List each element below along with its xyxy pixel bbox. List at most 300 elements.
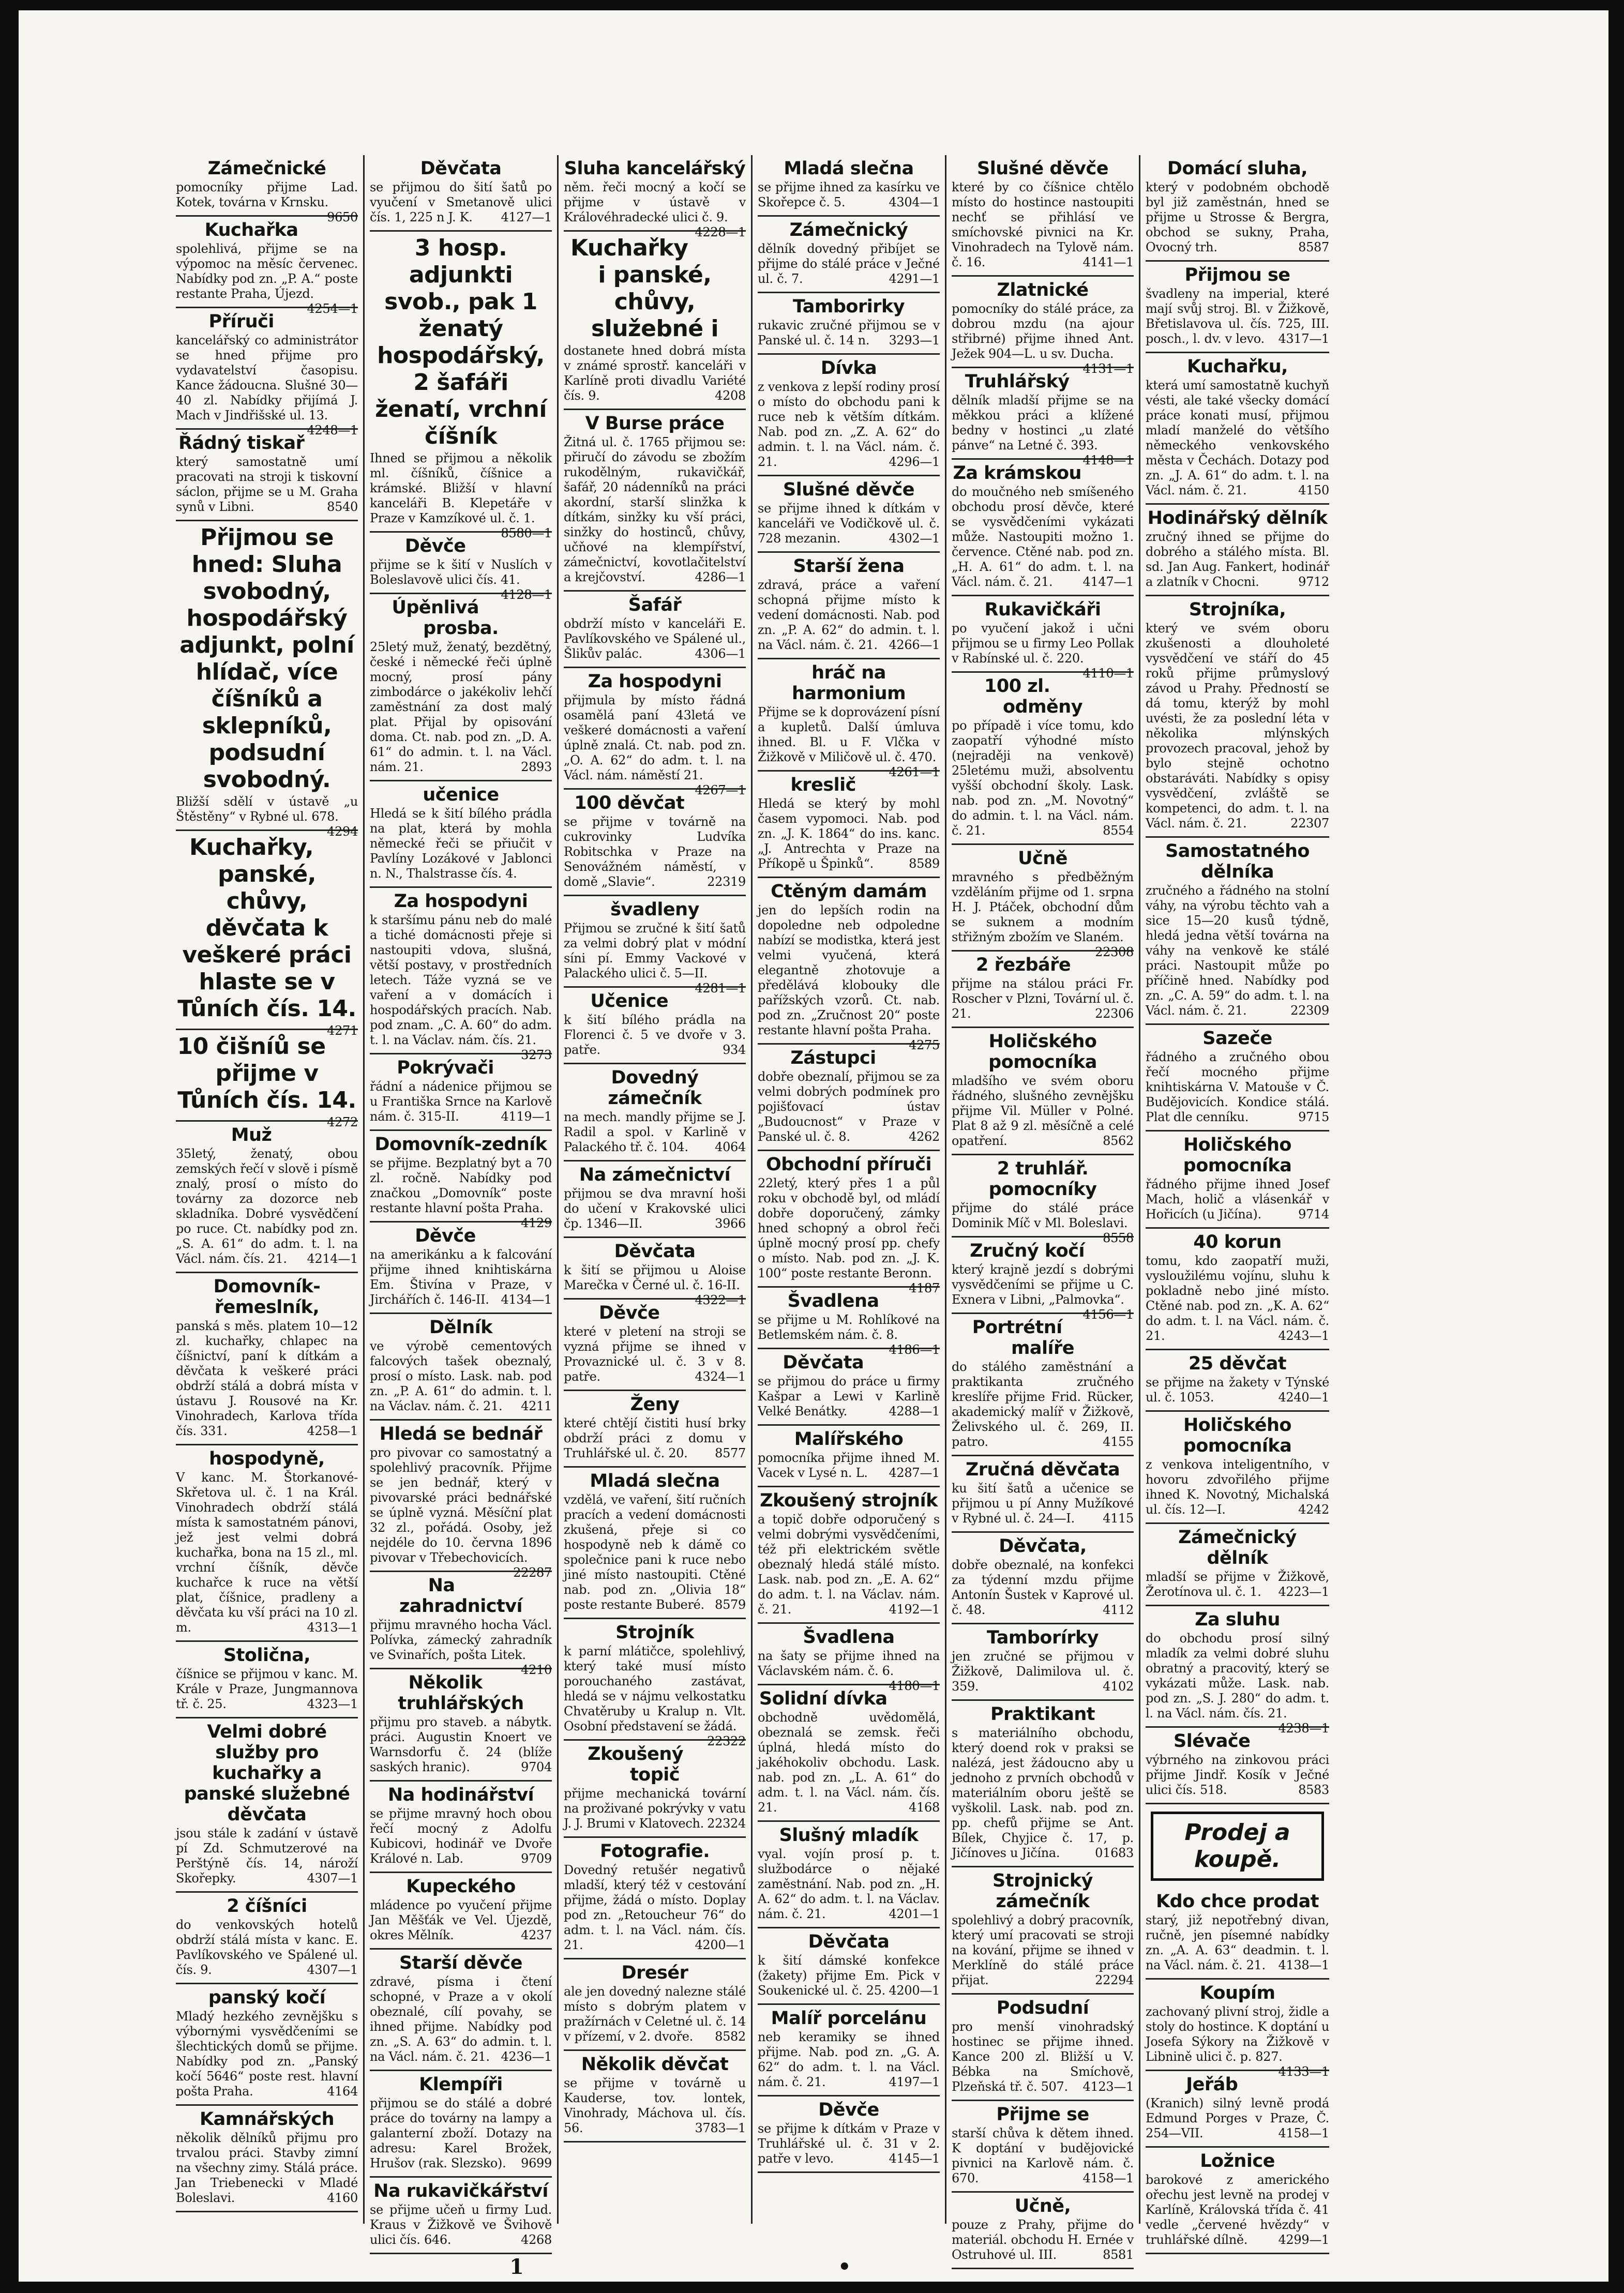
ad-text: mladšího ve svém oboru řádného, slušného zevnějšku přijme Vil. Müller v Polné. Plat 8 až 9 zl. měsíčně a celé opatření. [952, 1074, 1134, 1148]
ad-code: 22294 [1095, 1973, 1134, 1987]
ad-code: 4287—1 [889, 1466, 940, 1480]
classified-ad [1146, 1132, 1329, 1229]
classified-ad [758, 355, 940, 476]
classified-ad [564, 790, 746, 896]
ad-body [176, 2131, 358, 2206]
ad-text: jsou stále k zadání v ústavě pí Zd. Schmutzerové na Perštýně čís. 14, nároží Skořepky. [176, 1826, 358, 1885]
ad-body [176, 794, 358, 839]
ad-text: rukavic zručné přijmou se v Panské ul. č. 14 n. [758, 318, 940, 348]
ad-code: 8580—1 [501, 526, 552, 540]
classified-ad [176, 521, 358, 839]
ad-text: se přijme v továrně na cukrovinky Ludvíka Robitschka v Praze na Senovážném náměstí, v domě „Slavie“. [564, 814, 746, 889]
ad-heading: Řádný tiskař [178, 433, 305, 454]
ad-code: 4317—1 [1278, 331, 1329, 346]
ad-body [370, 1247, 552, 1307]
ad-text: do obchodu prosí silný mladík za velmi dobré sluhu obratný a pracovitý, který se vykázati může. Lask. nab. pod zn. „S. J. 280“ do adm. t. l. na Václ. nám. čís. 21. [1146, 1631, 1329, 1721]
ad-heading: Zručná děvčata [965, 1459, 1120, 1480]
ad-heading: Kuchařky, panské, chůvy, děvčata k veškeré práci hlaste se v Tůních čís. 14. [177, 834, 356, 1022]
ad-code: 4294 [327, 824, 358, 839]
ad-code: 4275 [909, 1038, 940, 1052]
ad-text: zdravá, práce a vaření schopná přijme místo k vedení domácnosti. Nab. pod zn. „P. A. 62“ do admin. t. l. na Václ. nám. č. 21. [758, 578, 940, 652]
ad-text: (Kranich) silný levně prodá Edmund Porges v Praze, Č. 254—VII. [1146, 2096, 1329, 2140]
scan-border-top [0, 0, 1624, 10]
ad-code: 8558 [1103, 1231, 1134, 1245]
ad-text: Přijme se k doprovázení písní a kupletů. Další úmluva ihned. Bl. u F. Vlčka v Žižkově v Miličově ul. č. 470. [758, 705, 940, 764]
ad-code: 8579 [715, 1597, 746, 1612]
ad-body [758, 796, 940, 871]
ad-text: který samostatně umí pracovati na stroji k tiskovní sáclon, přijme se u M. Graha synů v Libni. [176, 455, 358, 514]
ad-heading: Děvče [598, 1303, 660, 1323]
ad-heading: Učně, [1014, 2196, 1071, 2216]
ad-heading: Děvče [415, 1226, 476, 1246]
classified-ad [1146, 2071, 1329, 2148]
classified-ad [952, 1624, 1134, 1701]
ad-heading: hráč na harmonium [791, 662, 906, 704]
ad-text: se přijme v továrně u Kauderse, tov. lontek, Vinohrady, Máchova ul. čís. 56. [564, 2076, 746, 2135]
ad-heading: Strojník [615, 1622, 694, 1643]
classified-ad [370, 2071, 552, 2178]
ad-code: 8587 [1298, 240, 1329, 254]
classified-ad [564, 1741, 746, 1838]
ad-code: 8562 [1103, 1134, 1134, 1148]
ad-body [370, 913, 552, 1062]
ad-heading: Děvče [818, 2100, 879, 2120]
ad-body [370, 180, 552, 225]
column-1 [171, 155, 365, 2224]
ad-text: přijme do stálé práce Dominik Míč v Ml. Boleslavi. [952, 1201, 1134, 1230]
ad-heading: Starší žena [793, 556, 905, 577]
page-mark-center: • [838, 2255, 851, 2279]
ad-text: starý, již nepotřebný divan, ručně, jen písemné nabídky zn. „A. A. 63“ deadmin. t. l. na Václ. nám. č. 21. [1146, 1913, 1329, 1972]
ad-text: výbrného na zinkovou práci přijme Jindř. Kosík v Ječné ulici čís. 518. [1146, 1753, 1329, 1797]
classified-ad [1146, 596, 1329, 838]
ad-body [176, 455, 358, 515]
ad-body [952, 180, 1134, 270]
classified-ad [1146, 1980, 1329, 2079]
ad-body [176, 242, 358, 316]
ad-code: 22287 [513, 1565, 552, 1580]
ad-text: na mech. mandly přijme se J. Radil a spol. v Karlině v Palackého tř. č. 104. [564, 1110, 746, 1154]
classified-ad [952, 155, 1134, 277]
ad-heading: Zámečnický dělník [1178, 1527, 1297, 1568]
classified-ad [370, 1572, 552, 1677]
ad-body [564, 693, 746, 797]
ad-text: zručného a řádného na stolní váhy, na výrobu těchto vah a sice 15—20 kusů týdně, hledá jedna větší továrna na váhy na venkově ke stálé práci. Nastoupit může po příčině hned. Nabídky pod zn. „C. A. 59“ do adm. t. l. na Václ. nám. č. 21. [1146, 883, 1329, 1018]
ad-body [564, 1492, 746, 1612]
ad-code: 4148—1 [1082, 453, 1134, 467]
ad-code: 4262 [909, 1129, 940, 1144]
ad-body [1146, 1631, 1329, 1736]
ad-code: 4302—1 [889, 531, 940, 546]
ad-code: 9712 [1298, 575, 1329, 589]
classified-ad [564, 896, 746, 995]
ad-body [564, 921, 746, 995]
ad-body [1146, 1753, 1329, 1798]
ad-body [564, 1263, 746, 1307]
ad-text: pro menší vinohradský hostinec se přijme ihned. Kance 200 zl. Bližší u V. Bébka na Smíchově, Plzeňská tř. č. 507. [952, 2019, 1134, 2094]
ad-text: starší chůva k dětem ihned. K doptání v budějovické pivnici na Karlově nám. č. 670. [952, 2126, 1134, 2185]
ad-text: 25letý muž, ženatý, bezdětný, české i německé řeči úplně mocný, prosí pány zimbodárce o jakékoliv lehčí zaměstnání za dost malý plat. Přijal by opisování doma. Ct. nab. pod zn. „D. A. 61“ do admin. t. l. na Václ. nám. 21. [370, 640, 552, 774]
ad-text: se přijme ihned k dítkám v kanceláři ve Vodičkově ul. č. 728 mezanin. [758, 501, 940, 546]
ad-code: 4304—1 [889, 195, 940, 209]
classified-ad [370, 2178, 552, 2254]
ad-body [564, 1863, 746, 1953]
ad-code: 9715 [1298, 1110, 1329, 1124]
ad-text: Hledá se který by mohl časem vypomoci. Nab. pod zn. „J. K. 1864“ do ins. kanc. „J. Antrechta v Praze na Příkopě u Špinků“. [758, 796, 940, 871]
ad-text: k staršímu pánu neb do malé a tiché domácnosti přeje si nastoupiti vdova, slušná, větší postavy, v prostředních letech. Táže vyzná se ve vaření a v domácích i hospodářských pracích. Nab. pod znam. „C. A. 60“ do adm. t. l. na Václav. nám. čís. 21. [370, 913, 552, 1047]
ad-text: panská s měs. platem 10—12 zl. kuchařky, chlapec na číšnictví, paní k dítkám a děvčata k veškeré práci obdrží stálá a dobrá místa v ústavu J. Rousové na Kr. Vinohradech, Karlova třída čís. 331. [176, 1319, 358, 1438]
classified-ad [952, 1533, 1134, 1624]
classified-ad [564, 1238, 746, 1307]
ad-body [564, 2076, 746, 2136]
ad-code: 4236—1 [501, 2049, 552, 2064]
ad-text: na šaty se přijme ihned na Václavském nám. č. 6. [758, 1649, 940, 1678]
ad-body [564, 343, 746, 403]
column-4 [753, 155, 946, 2224]
ad-heading: Úpěnlivá prosba. [392, 597, 499, 639]
ad-body [564, 1786, 746, 1831]
ad-text: barokové z amerického ořechu jest levně na prodej v Karlíně, Královská třída č. 41 vedle „červené hvězdy“ v truhlářské dílně. [1146, 2173, 1329, 2247]
ad-body [952, 2217, 1134, 2262]
ad-body [370, 1079, 552, 1124]
ad-text: k šití bílého prádla na Florenci č. 5 ve dvoře v 3. patře. [564, 1013, 746, 1057]
ad-heading: Šafář [628, 595, 682, 615]
ad-body [952, 621, 1134, 681]
classified-ad [1146, 262, 1329, 353]
ad-text: pro pivovar co samostatný a spolehlivý pracovník. Přijme se jen bednář, který v pivovarské práci bednářské se úplně vyzná. Měsíční plat 32 zl., pořádá. Osoby, jež nejdéle do 10. června 1896 pivovar v Třebechovicích. [370, 1445, 552, 1565]
ad-heading: švadleny [610, 899, 699, 920]
ad-body [370, 806, 552, 881]
column-5 [946, 155, 1140, 2262]
ad-body [758, 1069, 940, 1144]
ad-heading: Portrétní malíře [972, 1317, 1075, 1359]
ad-body [1146, 1457, 1329, 1517]
ad-text: se přijmou do práce u firmy Kašpar a Lewi v Karlině Velké Benátky. [758, 1374, 940, 1419]
ad-code: 4155 [1103, 1435, 1134, 1449]
classified-ad [952, 460, 1134, 596]
ad-code: 4237 [521, 1928, 552, 1942]
ad-heading: Hodinářský dělník [1147, 508, 1328, 529]
ad-code: 4164 [327, 2084, 358, 2099]
scan-border-left [0, 0, 19, 2293]
ad-body [176, 1667, 358, 1712]
ad-code: 4323—1 [307, 1697, 358, 1711]
ad-body [370, 1445, 552, 1580]
classified-ad [1146, 155, 1329, 262]
ad-body [1146, 2096, 1329, 2141]
ad-text: se přijme k dítkám v Praze v Truhlářské ul. č. 31 v 2. patře v levo. [758, 2121, 940, 2166]
ad-text: mladší se přijme v Žižkově, Žerotínova ul. č. 1. [1146, 1570, 1329, 1599]
ad-body [176, 1918, 358, 1978]
ad-body [370, 1898, 552, 1943]
classified-ad [1146, 1412, 1329, 1524]
ad-code: 22307 [1290, 816, 1329, 831]
ad-heading: Tamborírky [986, 1627, 1099, 1648]
ad-text: přijmu pro staveb. a nábytk. práci. Augustin Knoert ve Warnsdorfu č. 24 (blíže saských hranic). [370, 1715, 552, 1774]
ad-text: spolehlivá, přijme se na výpomoc na měsíc červenec. Nabídky pod zn. „P. A.“ poste restante Praha, Újezd. [176, 242, 358, 301]
classified-ad [758, 2096, 940, 2173]
classified-ad [952, 1028, 1134, 1155]
ad-heading: hospodyně, [209, 1449, 325, 1469]
ad-text: se přijme na žakety v Týnské ul. č. 1053. [1146, 1375, 1329, 1405]
classified-ad [176, 2106, 358, 2212]
ad-code: 4286—1 [695, 570, 746, 584]
classified-ad [758, 1151, 940, 1295]
classified-ad [370, 1669, 552, 1782]
classified-ad [758, 1349, 940, 1426]
ad-body [758, 318, 940, 348]
classified-ad [176, 1718, 358, 1893]
ad-heading: Ženy [630, 1394, 680, 1415]
ad-text: který ve svém oboru zkušenosti a dlouholeté vysvědčení ve stáří do 45 roků přijme průmyslový závod u Prahy. Předností se dá tomu, kterýž by mohl uvésti, že za poslední léta v několika mlýnských provozech pracoval, jehož by bylo stejně ochotno obstaráváti. Nabídky s opisy vysvědčení, zvláště se kompetenci, do adm. t. l. na Václ. nám. č. 21. [1146, 621, 1329, 831]
ad-body [758, 1313, 940, 1357]
ad-text: zachovaný plivní stroj, židle a stoly do hostince. K doptání u Josefa Sýkory na Žižkově v Libnině ulici č. p. 827. [1146, 2004, 1329, 2064]
ad-heading: Mladá slečna [590, 1471, 720, 1491]
ad-heading: Zlatnické [997, 280, 1089, 300]
ad-heading: 2 řezbáře [976, 955, 1071, 975]
ad-code: 4313—1 [307, 1620, 358, 1635]
ad-text: přijmu mravného hocha Václ. Polívka, zámecký zahradník ve Svinařích, pošta Litek. [370, 1618, 552, 1662]
ad-text: 22letý, který přes 1 a půl roku v obchodě byl, od mládí dobře doporučený, zámky hned schopný a obrol řeči úplně mocný prosí pp. chefy o místo. Nab. pod zn. „J. K. 100“ poste restante Beronn. [758, 1176, 940, 1280]
ad-text: k parní mlátičce, spolehlivý, který také musí místo porouchaného zastávat, hledá se v nájmu velkostatku Chvatěruby u Kralup n. Vlt. Osobní představení se žádá. [564, 1644, 746, 1733]
classified-ad [758, 1928, 940, 2005]
ad-code: 4214—1 [307, 1251, 358, 1266]
ad-text: V kanc. M. Štorkanové-Skřetova ul. č. 1 na Král. Vinohradech obdrží stálá místa k samostatném pánovi, jež jest velmi dobrá kuchařka, bona na 15 zl., ml. vrchní číšník, děvče kuchařce k ruce na větší plat, číšnice, pradleny a děvčata ku vší práci na 10 zl. m. [176, 1470, 358, 1635]
ad-text: obchodně uvědomělá, obeznalá se zemsk. řeči úplná, hledá místo do jakéhokoliv obchodu. Lask. nab. pod zn. „L. A. 61“ do adm. t. l. na Václ. nám. čís. 21. [758, 1710, 940, 1815]
ad-code: 8577 [715, 1446, 746, 1460]
ad-body [564, 1416, 746, 1461]
ad-body [564, 435, 746, 585]
ad-code: 4248—1 [307, 423, 358, 438]
ad-heading: Děvčata [808, 1932, 890, 1952]
ad-heading: Několik truhlářských [398, 1672, 524, 1714]
ad-code: 4254—1 [307, 301, 358, 316]
ad-heading: Truhlářský [965, 371, 1070, 392]
ad-code: 4168 [909, 1800, 940, 1815]
ad-heading: 40 korun [1193, 1232, 1282, 1253]
ad-heading: Samostatného dělníka [1165, 841, 1310, 882]
ad-code: 4192—1 [889, 1602, 940, 1617]
ad-code: 4243—1 [1278, 1329, 1329, 1343]
classified-ad [952, 368, 1134, 467]
classified-ad [370, 1950, 552, 2071]
ad-code: 22319 [707, 874, 746, 889]
ad-text: pouze z Prahy, přijme do materiál. obchodu H. Ernée v Ostruhové ul. III. [952, 2217, 1134, 2262]
ad-text: dělník mladší přijme se na měkkou práci a klížené bedny v hostinci „u zlaté pánve“ na Letné č. 393. [952, 393, 1134, 452]
ad-heading: Za hospodyni [588, 671, 722, 692]
classified-ad [370, 781, 552, 888]
ad-code: 22322 [707, 1734, 746, 1748]
ad-heading: panský kočí [208, 1987, 326, 2008]
ad-code: 22308 [1095, 945, 1134, 959]
ad-heading: Kdo chce prodat [1155, 1891, 1319, 1912]
ad-code: 4324—1 [695, 1369, 746, 1384]
ad-text: se přijme. Bezplatný byt a 70 zl. ročně. Nabídky pod značkou „Domovník“ poste restante hlavní pošta Praha. [370, 1156, 552, 1215]
ad-heading: Dívka [820, 358, 877, 379]
ad-text: do venkovských hotelů obdrží stálá místa v kanc. E. Pavlíkovského ve Spálené ul. čís. 9. [176, 1918, 358, 1977]
ad-code: 4156—1 [1082, 1307, 1134, 1322]
ad-text: se přijme ihned za kasírku ve Skořepce č. 5. [758, 180, 940, 209]
classified-ad [758, 878, 940, 1052]
ad-heading: Obchodní příruči [766, 1154, 931, 1175]
ad-code: 4145—1 [889, 2151, 940, 2166]
classified-ad [1146, 1606, 1329, 1736]
ad-code: 3966 [715, 1216, 746, 1231]
classified-ad [564, 1300, 746, 1391]
ad-code: 4288—1 [889, 1404, 940, 1419]
ad-text: dostanete hned dobrá místa v známé sprostř. kanceláři v Karlíně proti divadlu Variété čís. 9. [564, 343, 746, 403]
ad-heading: Sluha kancelářský [564, 158, 746, 179]
classified-ad [564, 1619, 746, 1748]
ad-code: 8554 [1103, 823, 1134, 838]
ad-heading: Malíř porcelánu [771, 2008, 927, 2029]
ad-text: dělník dovedný přibíjet se přijme do stálé práce v Ječné ul. č. 7. [758, 242, 940, 286]
ad-heading: Na rukavičkářství [373, 2181, 548, 2201]
ad-body [952, 1481, 1134, 1526]
ad-text: Dovedný retušér negativů mladší, který též v cestování přijme, žádá o místo. Doplay pod zn. „Retoucheur 76“ do adm. t. l. na Václ. nám. čís. 21. [564, 1863, 746, 1952]
ad-text: který krajně jezdí s dobrými vysvědčeními se přijme u C. Exnera v Libni, „Palmovka“. [952, 1262, 1134, 1307]
ad-body [952, 1558, 1134, 1618]
ad-code: 4210 [521, 1663, 552, 1677]
ad-body [758, 1649, 940, 1693]
ad-heading: Holičského pomocníka [1183, 1135, 1292, 1176]
ad-heading: Hledá se bednář [379, 1424, 543, 1444]
ad-text: k šití se přijmou u Aloise Marečka v Černé ul. č. 16-II. [564, 1263, 746, 1292]
ad-heading: Slévače [1174, 1731, 1251, 1752]
classified-ad [176, 1273, 358, 1445]
ad-code: 4307—1 [307, 1963, 358, 1977]
classified-ad [370, 533, 552, 602]
ad-text: do moučného neb smíšeného obchodu prosí děvče, které se vysvědčeními vykázati může. Nastoupiti možno 1. července. Ctěné nab. pod zn. „H. A. 61“ do adm. t. l. na Václ. nám. č. 21. [952, 485, 1134, 589]
ad-body [564, 1324, 746, 1384]
ad-text: kancelářský co administrátor se hned přijme pro vydavatelství časopisu. Kance žádoucna. Slušné 30—40 zl. Nabídky přijímá J. Mach v Jindřišské ul. 13. [176, 333, 358, 423]
ad-code: 4242 [1298, 1502, 1329, 1517]
ad-body [370, 1806, 552, 1866]
ad-heading: Děvčata [420, 158, 502, 179]
ad-text: Žitná ul. č. 1765 přijmou se: přiručí do závodu se zbožím rukodělným, rukavičkář, šafář, 20 nádenníků na práci akordní, starší slinžka k dítkám, sinžky ku vší práci, sinžky do hostinců, chůvy, učňové na klempířství, zámečnictví, kovotlačitelství a krejčovství. [564, 435, 746, 584]
classified-ad [370, 1782, 552, 1873]
ad-body [370, 2203, 552, 2247]
ad-body [952, 2126, 1134, 2186]
ad-text: jen zručné se přijmou v Žižkově, Dalimilova ul. č. 359. [952, 1649, 1134, 1694]
ad-code: 8540 [327, 500, 358, 514]
classified-ad [564, 592, 746, 668]
classified-ad [758, 1487, 940, 1624]
ad-text: se přijme mravný hoch obou řečí mocný z Adolfu Kubicovi, hodinář ve Dvoře Králové n. Lab. [370, 1806, 552, 1866]
ad-body [176, 1470, 358, 1635]
ad-body [564, 814, 746, 889]
ad-body [1146, 621, 1329, 831]
ad-text: ve výrobě cementových falcových tašek obeznalý, prosí o místo. Lask. nab. pod zn. „P. A. 61“ do admin. t. l. na Václav. nám. č. 21. [370, 1339, 552, 1413]
ad-text: k šití dámské konfekce (žakety) přijme Em. Pick v Soukenické ul. č. 25. [758, 1953, 940, 1998]
ad-text: neb keramiky se ihned přijme. Nab. pod zn. „G. A. 62“ do adm. t. l. na Václ. nám. č. 21. [758, 2030, 940, 2089]
ad-text: pomocníky do stálé práce, za dobrou mzdu (na ajour střibrné) přijme ihned Ant. Ježek 904—L. u sv. Ducha. [952, 301, 1134, 361]
ad-text: švadleny na imperial, které mají svůj stroj. Bl. v Žižkově, Břetislavova ul. čís. 725, III. posch., l. dv. v levo. [1146, 286, 1329, 346]
classified-ad [564, 410, 746, 592]
ad-code: 4187 [909, 1281, 940, 1295]
classified-ad [952, 277, 1134, 376]
classified-ad [758, 1822, 940, 1928]
ad-heading: V Burse práce [585, 413, 725, 434]
ad-body [564, 1644, 746, 1748]
ad-heading: Děvče [404, 536, 466, 556]
ad-text: z venkova z lepší rodiny prosí o místo do obchodu pani k ruce neb k větším dítkám. Nab. pod zn. „Z. A. 62“ do admin. t. l. na Václ. nám. č. 21. [758, 380, 940, 469]
classified-ad [176, 1445, 358, 1642]
ad-text: Hledá se k šití bílého prádla na plat, která by mohla německé řeči se přiučit v Pavlíny Lozákové v Jablonci n. N., Thalstrasse čís. 4. [370, 806, 552, 881]
ad-heading: Kuchařku, [1187, 356, 1288, 377]
ad-heading: Kuchařky i panské, chůvy, služebné i [570, 235, 719, 342]
ad-heading: Učně [1018, 848, 1067, 869]
ad-body [1146, 1254, 1329, 1344]
classified-ad [952, 673, 1134, 845]
classified-ad [952, 1155, 1134, 1245]
ad-heading: Mladá slečna [784, 158, 914, 179]
ad-heading: učenice [423, 785, 499, 805]
ad-body [1146, 1177, 1329, 1222]
ad-body [176, 333, 358, 438]
ad-heading: Jeřáb [1186, 2074, 1238, 2095]
ad-heading: Starší děvče [399, 1953, 522, 1973]
ad-heading: Švadlena [803, 1627, 895, 1648]
ad-body [176, 1826, 358, 1886]
ad-body [952, 393, 1134, 467]
classified-ad [1146, 1728, 1329, 1804]
ad-body [758, 501, 940, 546]
ad-body [758, 903, 940, 1052]
ad-text: pomocníka přijme ihned M. Vacek v Lysé n. L. [758, 1451, 940, 1480]
classified-ad [176, 430, 358, 521]
ad-text: řádní a nádenice přijmou se u Františka Srnce na Karlově nám. č. 315-II. [370, 1079, 552, 1124]
ad-body [758, 242, 940, 286]
ad-body [952, 1726, 1134, 1861]
ad-body [176, 1319, 358, 1439]
ad-code: 3273 [521, 1048, 552, 1062]
ad-body [564, 616, 746, 661]
ad-body [1146, 286, 1329, 346]
ad-heading: Několik děvčat [581, 2054, 729, 2075]
classified-ad [564, 232, 746, 410]
ad-code: 4158—1 [1082, 2171, 1134, 2185]
ad-text: které v pletení na stroji se vyzná přijme se ihned v Provaznické ul. č. 3 v 8. patře. [564, 1324, 746, 1384]
ad-heading: Zkoušený topič [588, 1744, 684, 1785]
classified-ad [952, 1238, 1134, 1322]
ad-code: 4160 [327, 2191, 358, 2205]
ad-heading: Kuchařka [204, 220, 298, 240]
ad-heading: Slušné děvče [783, 479, 914, 500]
ad-text: spolehlivý a dobrý pracovník, který umí pracovati se stroji na kování, přijme se ihned v Merklíně do stálé práce přijat. [952, 1913, 1134, 1987]
ad-heading: 100 zl. odměny [984, 676, 1083, 717]
ad-heading: Solidní dívka [759, 1688, 888, 1709]
ad-code: 4110—1 [1082, 666, 1134, 681]
classified-ad [952, 1456, 1134, 1533]
ad-heading: Zkoušený strojník [760, 1490, 938, 1511]
ad-code: 22309 [1290, 1003, 1329, 1018]
ad-code: 4281—1 [695, 981, 746, 995]
ad-heading: Stolična, [223, 1645, 311, 1666]
ad-code: 4150 [1298, 483, 1329, 497]
classified-ad [370, 155, 552, 232]
classified-columns [171, 155, 1531, 2262]
classified-ad [564, 1838, 746, 1959]
ad-body [758, 1512, 940, 1617]
ad-code: 4240—1 [1278, 1390, 1329, 1405]
ad-code: 22306 [1095, 1006, 1134, 1021]
classified-ad [564, 668, 746, 797]
ad-text: několik dělníků přijmu pro trvalou práci. Stavby zimní na všechny zimy. Stálá práce. Jan Triebenecki v Mladé Boleslavi. [176, 2131, 358, 2205]
scan-border-right [1608, 0, 1624, 2293]
ad-heading: Malířského [794, 1429, 904, 1450]
ad-code: 4197—1 [889, 2075, 940, 2089]
